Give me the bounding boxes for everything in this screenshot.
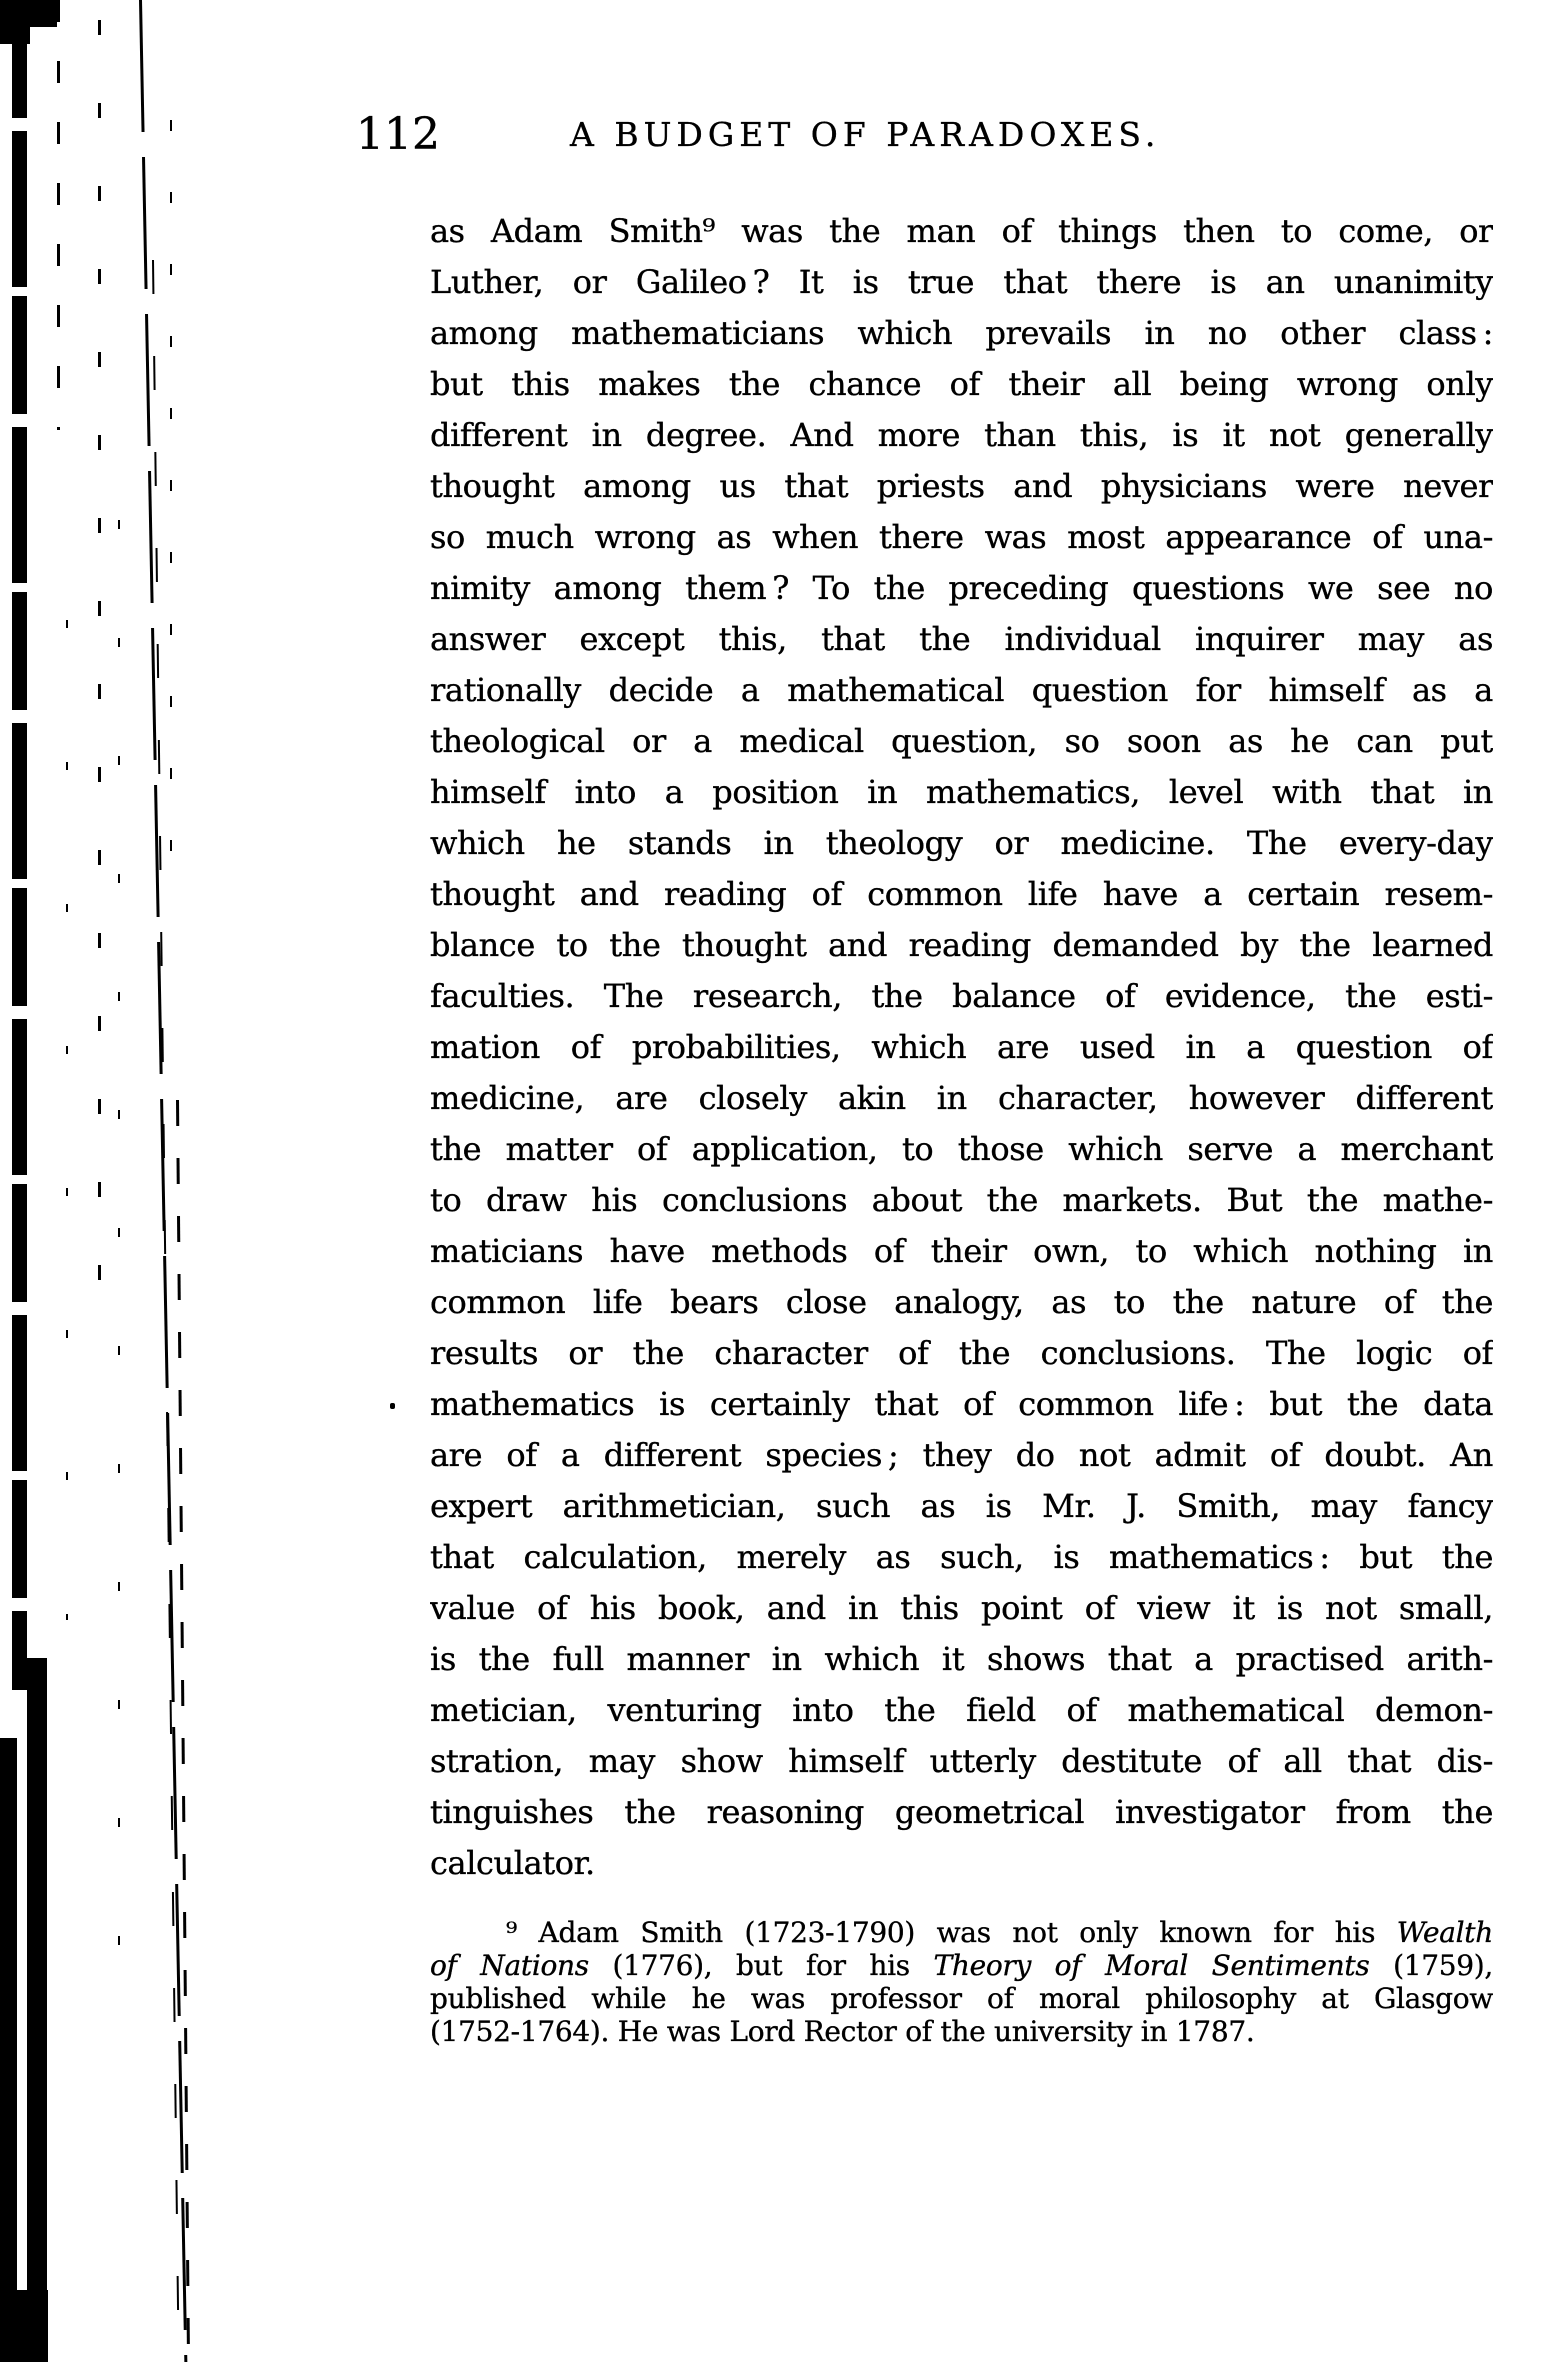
footnote-line: ⁹ Adam Smith (1723-1790) was not only known for his Wealth	[506, 1916, 1493, 1949]
scan-artifact-streak	[152, 260, 180, 2362]
body-text-line: expert arithmetician, such as is Mr. J. Smith, may fancy	[430, 1487, 1493, 1525]
body-text-line: are of a different species ; they do not admit of doubt. An	[430, 1436, 1493, 1474]
body-text-line: results or the character of the conclusions. The logic of	[430, 1334, 1493, 1372]
footnote-line: of Nations (1776), but for his Theory of Moral Sentiments (1759),	[430, 1949, 1493, 1982]
scan-artifact-gutter-bar	[0, 1738, 17, 2362]
body-text-line: thought and reading of common life have a certain resem-	[430, 875, 1493, 913]
body-text-line: among mathematicians which prevails in no other class :	[430, 314, 1493, 352]
body-text-line: to draw his conclusions about the markets. But the mathe-	[430, 1181, 1493, 1219]
scan-artifact-gutter-bar	[0, 2290, 48, 2362]
body-text-line: calculator.	[430, 1844, 595, 1882]
scan-artifact-streak	[57, 0, 60, 430]
body-text-line: himself into a position in mathematics, level with that in	[430, 773, 1493, 811]
scan-artifact-streak	[98, 20, 101, 1280]
body-text-line: the matter of application, to those which serve a merchant	[430, 1130, 1493, 1168]
body-text-line: so much wrong as when there was most appearance of una-	[430, 518, 1493, 556]
body-text-line: maticians have methods of their own, to which nothing in	[430, 1232, 1493, 1270]
scan-artifact-gutter-bar	[12, 0, 27, 1690]
body-text-line: medicine, are closely akin in character, however different	[430, 1079, 1493, 1117]
body-text-line: which he stands in theology or medicine. The every-day	[430, 824, 1493, 862]
body-text-line: stration, may show himself utterly destitute of all that dis-	[430, 1742, 1493, 1780]
body-text-line: Luther, or Galileo ? It is true that there is an unanimity	[430, 263, 1493, 301]
body-text-line: mathematics is certainly that of common life : but the data	[430, 1385, 1493, 1423]
body-text	[430, 206, 1493, 1889]
scan-artifact-streak	[66, 620, 68, 1620]
scan-artifact-streak	[170, 120, 172, 880]
body-text-line: faculties. The research, the balance of evidence, the esti-	[430, 977, 1493, 1015]
body-text-line: common life bears close analogy, as to the nature of the	[430, 1283, 1493, 1321]
footnote-text	[430, 1916, 1493, 2048]
body-text-line: thought among us that priests and physicians were never	[430, 467, 1493, 505]
page-number: 112	[356, 109, 440, 160]
body-text-line: nimity among them ? To the preceding questions we see no	[430, 569, 1493, 607]
body-text-line: but this makes the chance of their all being wrong only	[430, 365, 1493, 403]
footnote-line: (1752-1764). He was Lord Rector of the university in 1787.	[430, 2015, 1255, 2048]
body-text-line: metician, venturing into the field of mathematical demon-	[430, 1691, 1493, 1729]
footnote-line: published while he was professor of moral philosophy at Glasgow	[430, 1982, 1493, 2015]
body-text-line: blance to the thought and reading demanded by the learned	[430, 926, 1493, 964]
body-text-line: different in degree. And more than this, is it not generally	[430, 416, 1493, 454]
scan-artifact-gutter-bar	[27, 1658, 47, 2362]
body-text-line: is the full manner in which it shows that a practised arith-	[430, 1640, 1493, 1678]
body-text-line: value of his book, and in this point of view it is not small,	[430, 1589, 1493, 1627]
body-text-line: tinguishes the reasoning geometrical investigator from the	[430, 1793, 1493, 1831]
body-text-line: as Adam Smith⁹ was the man of things then to come, or	[430, 212, 1493, 250]
body-text-line: theological or a medical question, so soon as he can put	[430, 722, 1493, 760]
scan-artifact-streak	[118, 520, 120, 2020]
body-text-line: that calculation, merely as such, is mathematics : but the	[430, 1538, 1493, 1576]
running-title: A BUDGET OF PARADOXES.	[570, 115, 1161, 154]
body-text-line: rationally decide a mathematical question for himself as a	[430, 671, 1493, 709]
scan-artifact-speck	[390, 1403, 395, 1409]
body-text-line: answer except this, that the individual inquirer may as	[430, 620, 1493, 658]
body-text-line: mation of probabilities, which are used in a question of	[430, 1028, 1493, 1066]
